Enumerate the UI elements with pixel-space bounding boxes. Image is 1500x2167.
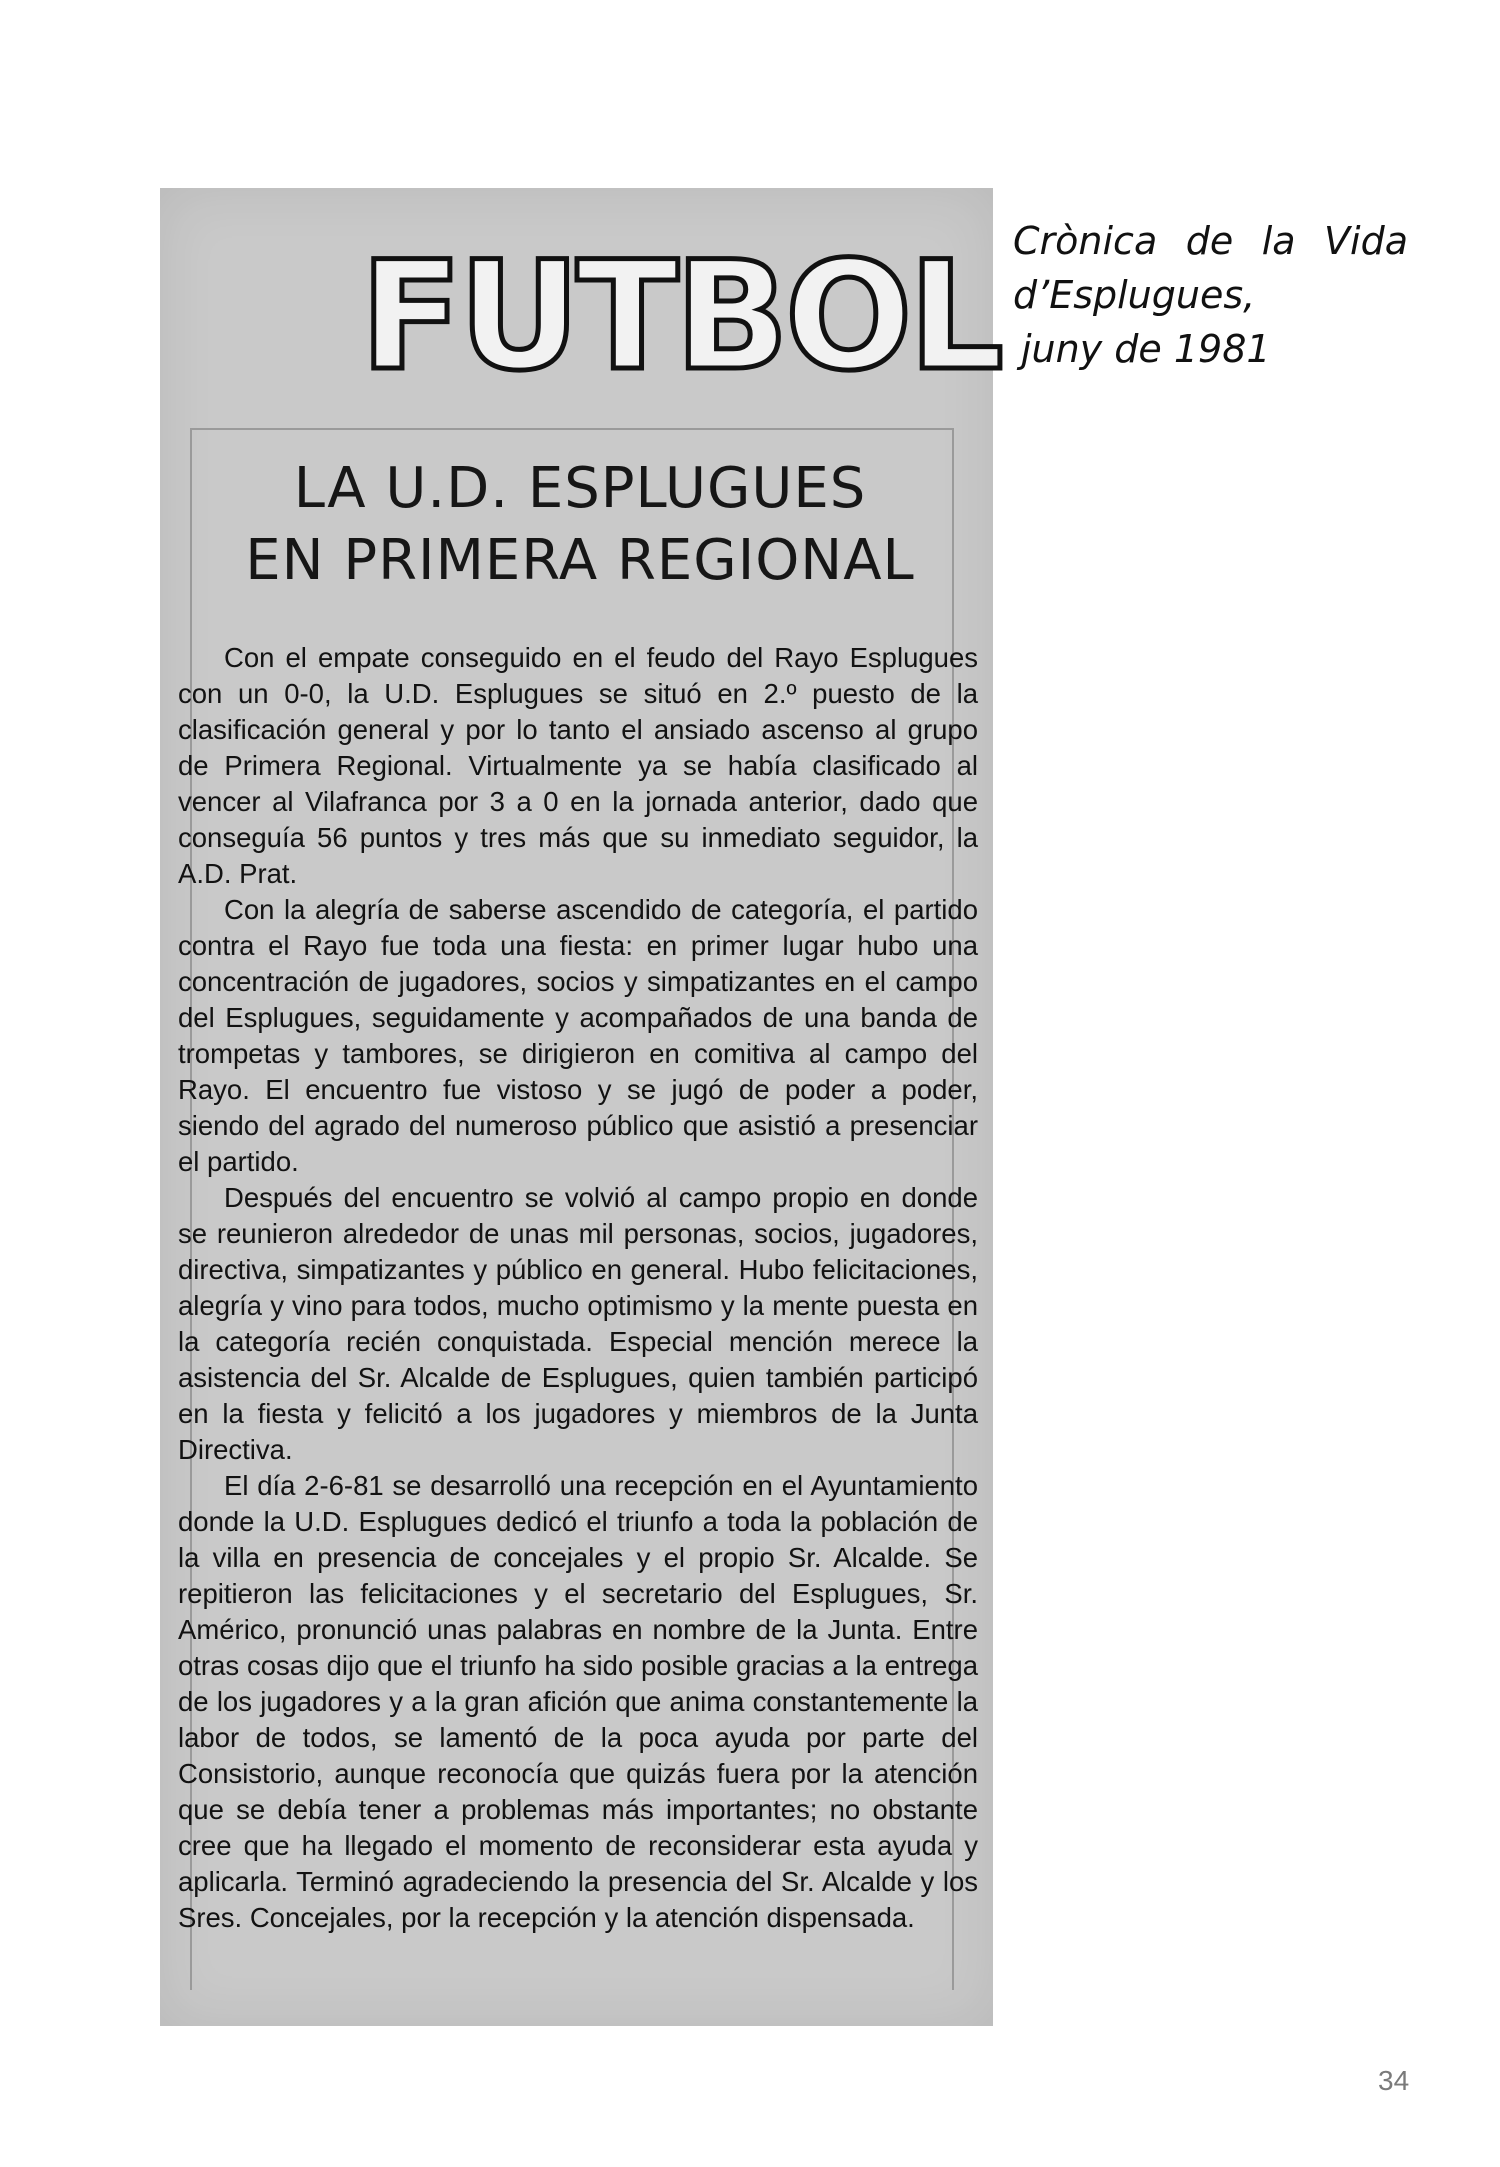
article-headline: [200, 453, 960, 597]
newspaper-clipping: [160, 188, 1001, 2026]
article-paragraph: Con el empate conseguido en el feudo del Rayo Esplugues con un 0-0, la U.D. Esplugues se situó en 2.º puesto de la clasificación general y por lo tanto el ansiado ascenso al grupo de Primera Regional. Virtualmente ya se había clasificado al vencer al Vilafranca por 3 a 0 en la jornada anterior, dado que conseguía 56 puntos y tres más que su inmediato seguidor, la A.D. Prat.: [178, 642, 978, 889]
headline-line-1: LA U.D. ESPLUGUES: [293, 456, 867, 521]
futbol-logo: [350, 218, 1001, 404]
futbol-logo-text: FUTBOL: [360, 230, 1001, 404]
source-caption: [1013, 214, 1408, 376]
caption-word: la: [1261, 219, 1296, 263]
article-paragraph: Con la alegría de saberse ascendido de categoría, el partido contra el Rayo fue toda una fiesta: en primer lugar hubo una concentración de jugadores, socios y simpatizantes en el campo del Esplugues, seguidamente y acompañados de una banda de trompetas y tambores, se dirigieron en comitiva al campo del Rayo. El encuentro fue vistoso y se jugó de poder a poder, siendo del agrado del numeroso público que asistió a presenciar el partido.: [178, 894, 978, 1177]
article-paragraph: Después del encuentro se volvió al campo propio en donde se reunieron alrededor de unas mil personas, socios, jugadores, directiva, simpatizantes y público en general. Hubo felicitaciones, alegría y vino para todos, mucho optimismo y la mente puesta en la categoría recién conquistada. Especial mención merece la asistencia del Sr. Alcalde de Esplugues, quien también participó en la fiesta y felicitó a los jugadores y miembros de la Junta Directiva.: [178, 1182, 978, 1465]
caption-word: Vida: [1324, 219, 1408, 263]
page-number: 34: [1378, 2065, 1410, 2096]
caption-word: de: [1185, 219, 1234, 263]
caption-word: Crònica: [1013, 219, 1158, 263]
article-paragraph: El día 2-6-81 se desarrolló una recepción en el Ayuntamiento donde la U.D. Esplugues dedicó el triunfo a toda la población de la villa en presencia de concejales y el propio Sr. Alcalde. Se repitieron las felicitaciones y el secretario del Esplugues, Sr. Américo, pronunció unas palabras en nombre de la Junta. Entre otras cosas dijo que el triunfo ha sido posible gracias a la entrega de los jugadores y a la gran afición que anima constantemente la labor de todos, se lamentó de la poca ayuda por parte del Consistorio, aunque reconocía que quizás fuera por la atención que se debía tener a problemas más importantes; no obstante cree que ha llegado el momento de reconsiderar esta ayuda y aplicarla. Terminó agradeciendo la presencia del Sr. Alcalde y los Sres. Concejales, por la recepción y la atención dispensada.: [178, 1470, 978, 1933]
caption-line-3: juny de 1981: [1021, 327, 1271, 371]
caption-line-1: [1013, 214, 1408, 268]
article-body: [178, 640, 978, 1936]
caption-line-2: d’Esplugues,: [1013, 273, 1256, 317]
headline-line-2: EN PRIMERA REGIONAL: [245, 528, 915, 593]
